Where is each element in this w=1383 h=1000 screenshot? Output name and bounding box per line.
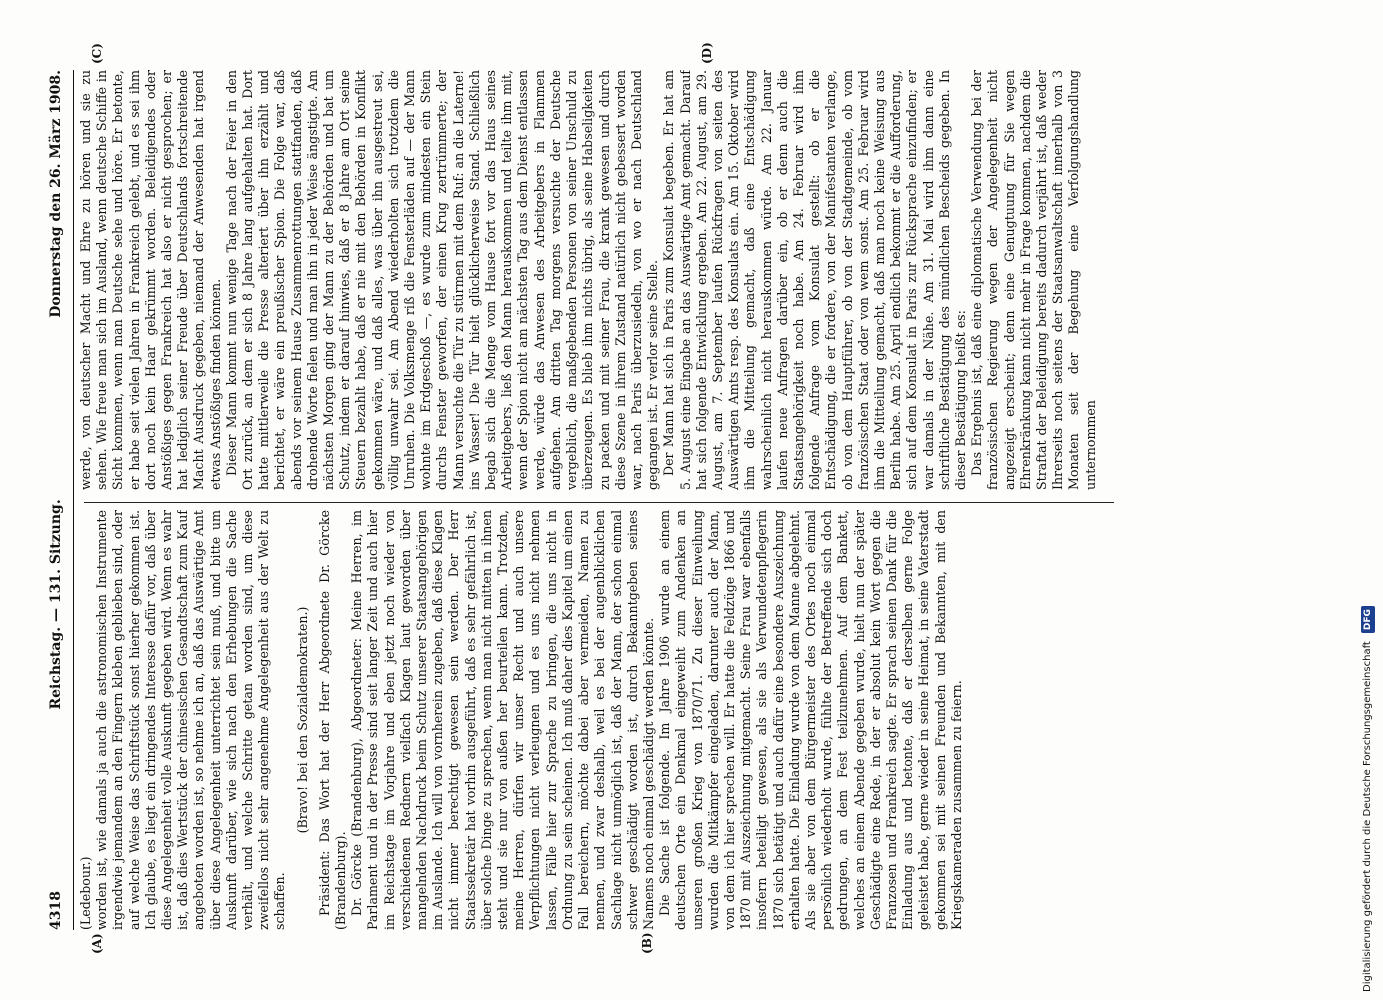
session-title: Reichstag. — 131. Sitzung. bbox=[48, 499, 64, 710]
paragraph: Die Sache ist folgende. Im Jahre 1906 wurde an einem deutschen Orte ein Denkmal eingeweiht zum Andenken an unseren großen Krieg von 1870/71. Zu dieser Einweihung wurden die Mitkämpfer eingeladen, darunter auch der Mann, von dem ich hier sprechen will. Er hatte die Feldzüge 1866 und 1870 mit Auszeichnung mitgemacht. Seine Frau war ebenfalls insofern beteiligt gewesen, als sie als Verwundetenpflegerin 1870 sich betätigt und auch dafür eine besondere Auszeichnung erhalten hatte. Die Einladung wurde von dem Manne abgelehnt. Als sie aber von dem Bürgermeister des Ortes noch einmal persönlich wiederholt wurde, fühlte der Betreffende sich doch gedrungen, an dem Fest teilzunehmen. Auf dem Bankett, welches an einem Abende gegeben wurde, hielt nun der später Geschädigte eine Rede, in der er absolut kein Wort gegen die Franzosen und Frankreich sagte. Er sprach seinen Dank für die Einladung aus und betonte, daß er derselben gerne Folge geleistet habe, gerne wieder in seine Heimat, in seine Vaterstadt gekommen sei mit seinen Freunden und Bekannten, mit den Kriegskameraden zusammen zu feiern. bbox=[657, 510, 964, 930]
paragraph: werde, von deutscher Macht und Ehre zu hören und sie zu sehen. Wie freue man sich im Ausland, wenn deutsche Schiffe in Sicht kommen, wenn man Deutsche sehe und höre. Er betonte, er habe seit vielen Jahren in Frankreich gelebt, und es sei ihm dort noch kein Haar gekrümmt worden. Beleidigendes oder Anstößiges gegen Frankreich hat also er nicht gesprochen; er hat lediglich seiner Freude über Deutschlands fortschreitende Macht Ausdruck gegeben, niemand der Anwesenden hat irgend etwas Anstößiges finden können. bbox=[78, 70, 223, 490]
page-number: 4318 bbox=[48, 891, 64, 930]
dfg-logo: DFG bbox=[1361, 606, 1375, 633]
session-date: Donnerstag den 26. März 1908. bbox=[48, 70, 64, 318]
margin-mark-b: (B) bbox=[640, 932, 654, 954]
margin-mark-c: (C) bbox=[90, 43, 104, 64]
digitization-credit bbox=[1358, 8, 1378, 992]
margin-mark-a: (A) bbox=[90, 933, 104, 954]
column-divider bbox=[84, 502, 1114, 503]
margin-mark-d: (D) bbox=[700, 42, 714, 64]
applause-note: (Bravo! bei den Sozialdemokraten.) bbox=[294, 606, 310, 834]
speaker-tag: (Ledebour.) bbox=[78, 856, 93, 930]
page-header bbox=[48, 70, 74, 930]
quoted-paragraph: Das Ergebnis ist, daß eine diplomatische Verwendung bei der französischen Regierung wegen der Angelegenheit nicht angezeigt erscheint; denn eine Genugtuung für Sie wegen Ehrenkränkung kann nicht mehr in Frage kommen, nachdem die Straftat der Beleidigung bereits dadurch verjährt ist, daß weder Ihrerseits noch seitens der Staatsanwaltschaft innerhalb von 3 Monaten seit der Begehung eine Verfolgungshandlung unternommen bbox=[969, 70, 1098, 490]
credit-text: Digitalisierung gefördert durch die Deutsche Forschungsgemeinschaft bbox=[1362, 641, 1373, 992]
president-remark: Präsident: Das Wort hat der Herr Abgeordnete Dr. Görcke (Brandenburg). bbox=[316, 510, 349, 930]
paragraph: worden ist, wie damals ja auch die astronomischen Instrumente irgendwie jemandem an den Fingern kleben geblieben sind, oder auf welche Weise das Schriftstück sonst hierher gekommen ist. Ich glaube, es liegt ein dringendes Interesse dafür vor, daß über diese Angelegenheit volle Auskunft gegeben wird. Wenn es wahr ist, daß dies Wertstück der chinesischen Gesandtschaft zum Kauf angeboten worden ist, so nehme ich an, daß das Auswärtige Amt über diese Angelegenheit unterrichtet sein muß, und bitte um Auskunft darüber, wie sich nach den Erhebungen die Sache verhält, und welche Schritte getan worden sind, um diese zweifellos nicht sehr angenehme Angelegenheit aus der Welt zu schaffen. bbox=[94, 510, 288, 930]
paragraph: Der Mann hat sich in Paris zum Konsulat begeben. Er hat am 5. August eine Eingabe an das Auswärtige Amt gemacht. Darauf hat sich folgende Entwicklung ergeben. Am 22. August, am 29. August, am 7. September laufen Rückfragen von seiten des Auswärtigen Amts resp. des Konsulats ein. Am 15. Oktober wird ihm die Mitteilung gemacht, daß eine Entschädigung wahrscheinlich nicht herauskommen würde. Am 22. Januar laufen neue Anfragen darüber ein, ob er denn auch die Staatsangehörigkeit noch habe. Am 24. Februar wird ihm folgende Anfrage vom Konsulat gestellt: ob er die Entschädigung, die er fordere, von der Manifestanten verlange, ob von dem Hauptführer, ob von der Stadtgemeinde, ob vom französischen Staat oder von wem sonst. Am 25. Februar wird ihm die Mitteilung gemacht, daß man noch keine Weisung aus Berlin habe. Am 25. April endlich bekommt er die Aufforderung, sich auf dem Konsulat in Paris zur Rücksprache einzufinden; er war damals in der Nähe. Am 31. Mai wird ihm dann eine schriftliche Bestätigung des mündlichen Bescheids gegeben. In dieser Bestätigung heißt es: bbox=[661, 70, 968, 490]
paragraph: Dieser Mann kommt nun wenige Tage nach der Feier in den Ort zurück, an dem er sich 8 Jahre lang aufgehalten hat. Dort hatte mittlerweile die Presse alteriert über ihn erzählt und berichtet, er wäre ein preußischer Spion. Die Folge war, daß abends vor seinem Hause Zusammenrottungen stattfanden, daß drohende Worte fielen und man ihn in jeder Weise ängstigte. Am nächsten Morgen ging der Mann zu der Behörden und bat um Schutz, indem er darauf hinwies, daß er 8 Jahre am Ort seine Steuern bezahlt habe, daß er nie mit den Behörden in Konflikt gekommen wäre, und daß alles, was über ihn ausgestreut sei, völlig unwahr sei. Am Abend wiederholten sich trotzdem die Unruhen. Die Volksmenge riß die Fensterläden auf — der Mann wohnte im Erdgeschoß —, es wurde zum mindesten ein Stein durchs Fenster geworfen, der einen Krug zertrümmerte; der Mann versuchte die Tür zu stürmen mit dem Ruf: an die Laterne! ins Wasser! Die Tür hielt glücklicherweise Stand. Schließlich begab sich die Menge vom Hause fort vor das Haus seines Arbeitgebers, ließ den Mann herauskommen und teilte ihm mit, wenn der Spion nicht am nächsten Tag aus dem Dienst entlassen werde, würde das Anwesen des Arbeitgebers in Flammen aufgehen. Am dritten Tag morgens versuchte der Deutsche vergeblich, die maßgebenden Personen von seiner Unschuld zu überzeugen. Es blieb ihm nichts übrig, als seine Habseligkeiten zu packen und mit seiner Frau, die krank gewesen und durch diese Szene in ihrem Zustand natürlich nicht gebessert worden war, nach Paris überzusiedeln, von wo er nach Deutschland gegangen ist. Er verlor seine Stelle. bbox=[223, 70, 661, 490]
right-column bbox=[78, 70, 1118, 490]
left-column bbox=[78, 510, 1118, 930]
paragraph: Dr. Görcke (Brandenburg), Abgeordneter: Meine Herren, im Parlament und in der Presse sind seit langer Zeit und auch hier im Reichstage im Vorjahre und eben jetzt noch wieder von verschiedenen Rednern vielfach Klagen laut geworden über mangelnden Nachdruck beim Schutz unserer Staatsangehörigen im Auslande. Ich will von vornherein zugeben, daß diese Klagen nicht immer berechtigt gewesen sein werden. Der Herr Staatssekretär hat vorhin ausgeführt, daß es sehr gefährlich ist, über solche Dinge zu sprechen, wenn man nicht mitten in ihnen steht und sie nur von außen her beurteilen kann. Trotzdem, meine Herren, dürfen wir unser Recht und auch unsere Verpflichtungen nicht verleugnen und es uns nicht nehmen lassen, Fälle hier zur Sprache zu bringen, die uns nicht in Ordnung zu sein scheinen. Ich muß daher dies Kapitel um einen Fall bereichern, möchte dabei aber vermeiden, Namen zu nennen, und zwar deshalb, weil es bei der augenblicklichen Sachlage nicht unmöglich ist, daß der Mann, der schon einmal schwer geschädigt worden ist, durch Bekanntgeben seines Namens noch einmal geschädigt werden könnte. bbox=[349, 510, 656, 930]
